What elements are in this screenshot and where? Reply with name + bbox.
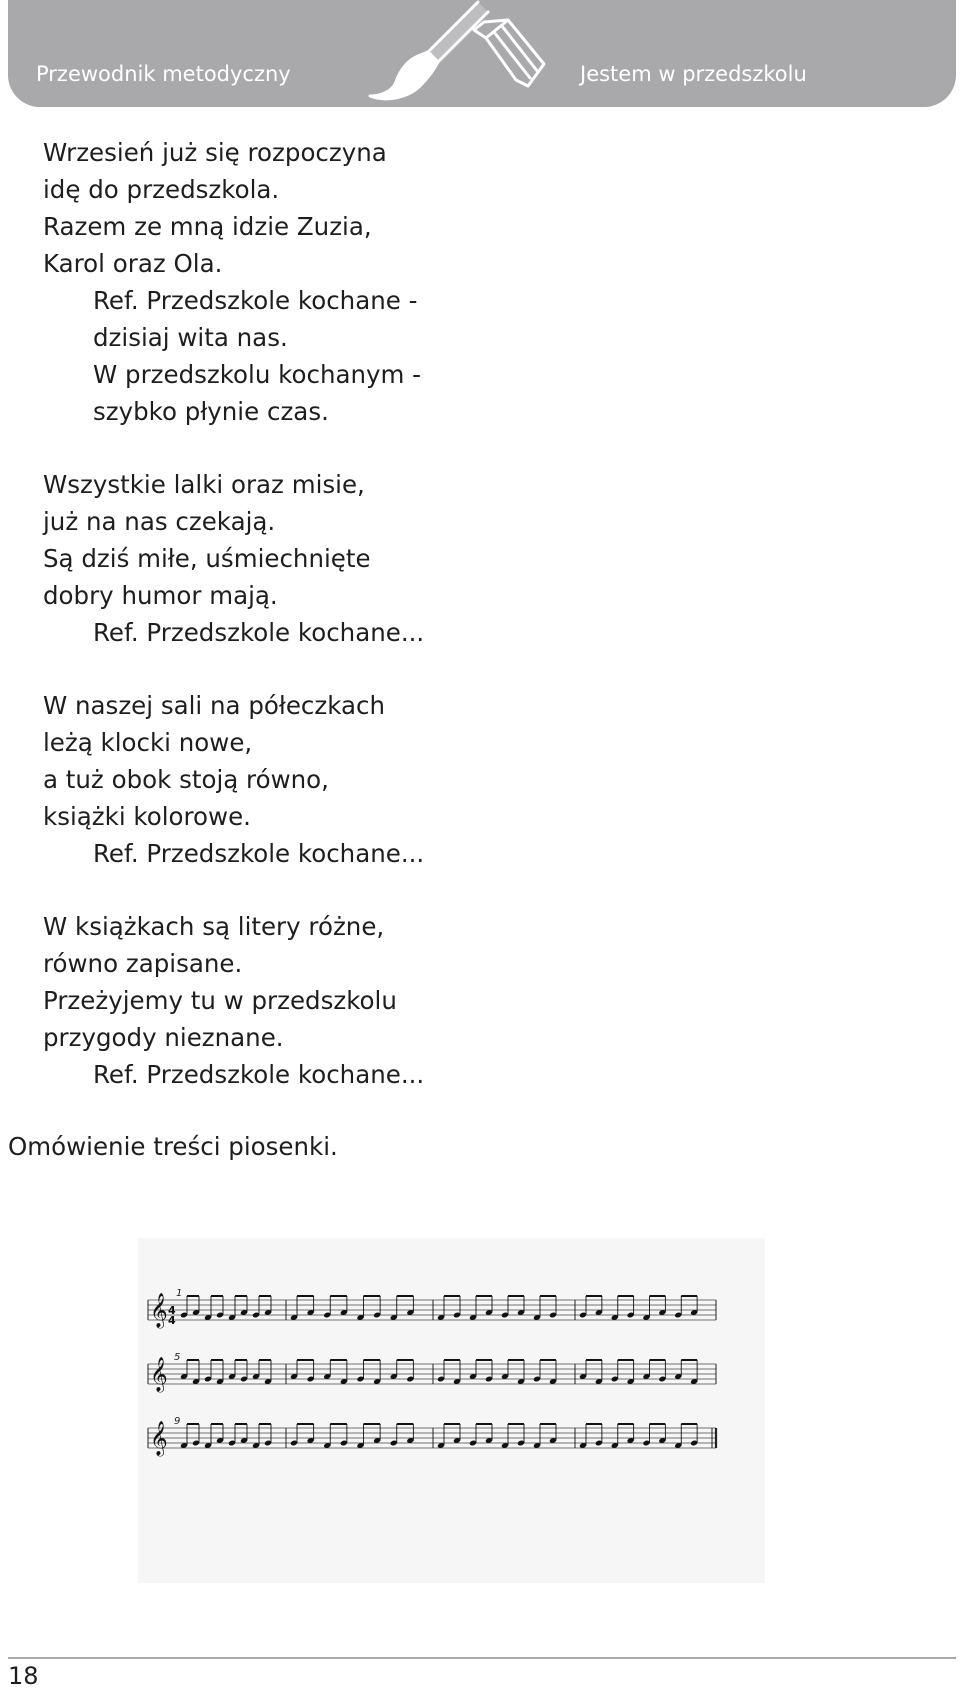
page-number: 18 [8, 1662, 39, 1690]
lyric-line: Są dziś miłe, uśmiechnięte [43, 544, 371, 573]
measure-number: 5 [174, 1352, 181, 1363]
lyric-line: W książkach są litery różne, [43, 912, 385, 941]
lyric-line: przygody nieznane. [43, 1023, 284, 1052]
lyric-line: Karol oraz Ola. [43, 249, 223, 278]
lyric-line: Wszystkie lalki oraz misie, [43, 470, 365, 499]
time-signature-top: 4 [168, 1304, 176, 1317]
header-left-title: Przewodnik metodyczny [36, 62, 291, 86]
stanza-4 [43, 908, 424, 1093]
page-header [8, 0, 956, 107]
stanza-1 [43, 134, 424, 430]
stanza-3 [43, 687, 424, 872]
lyric-line: W naszej sali na półeczkach [43, 691, 386, 720]
refrain-line: dzisiaj wita nas. [93, 323, 288, 352]
refrain-line: Ref. Przedszkole kochane... [93, 839, 425, 868]
refrain-line: W przedszkolu kochanym - [93, 360, 422, 389]
sheet-music [138, 1238, 765, 1583]
lyric-line: Wrzesień już się rozpoczyna [43, 138, 387, 167]
song-lyrics [43, 134, 424, 1129]
measure-number: 9 [174, 1416, 181, 1427]
notes [180, 1296, 698, 1449]
treble-clef-icon: 𝄞 [150, 1421, 168, 1456]
time-signature-bottom: 4 [168, 1314, 176, 1327]
lyric-line: dobry humor mają. [43, 581, 278, 610]
lyric-line: a tuż obok stoją równo, [43, 765, 329, 794]
refrain-line: szybko płynie czas. [93, 397, 329, 426]
lyric-line: już na nas czekają. [43, 507, 276, 536]
header-right-title: Jestem w przedszkolu [580, 62, 807, 86]
lyric-line: książki kolorowe. [43, 802, 251, 831]
refrain-line: Ref. Przedszkole kochane - [93, 286, 418, 315]
paintbrush-pencil-icon [368, 0, 568, 105]
refrain-line: Ref. Przedszkole kochane... [93, 1060, 425, 1089]
stanza-2 [43, 466, 424, 651]
lyric-line: równo zapisane. [43, 949, 243, 978]
footer-divider [8, 1657, 956, 1659]
measure-number: 1 [176, 1288, 183, 1299]
lyric-line: leżą klocki nowe, [43, 728, 253, 757]
lyric-line: Przeżyjemy tu w przedszkolu [43, 986, 397, 1015]
music-score [138, 1238, 765, 1583]
refrain-line: Ref. Przedszkole kochane... [93, 618, 425, 647]
lyric-line: idę do przedszkola. [43, 175, 280, 204]
treble-clef-icon: 𝄞 [150, 1293, 168, 1328]
treble-clef-icon: 𝄞 [150, 1357, 168, 1392]
lyric-line: Razem ze mną idzie Zuzia, [43, 212, 372, 241]
discussion-instruction: Omówienie treści piosenki. [8, 1132, 338, 1161]
